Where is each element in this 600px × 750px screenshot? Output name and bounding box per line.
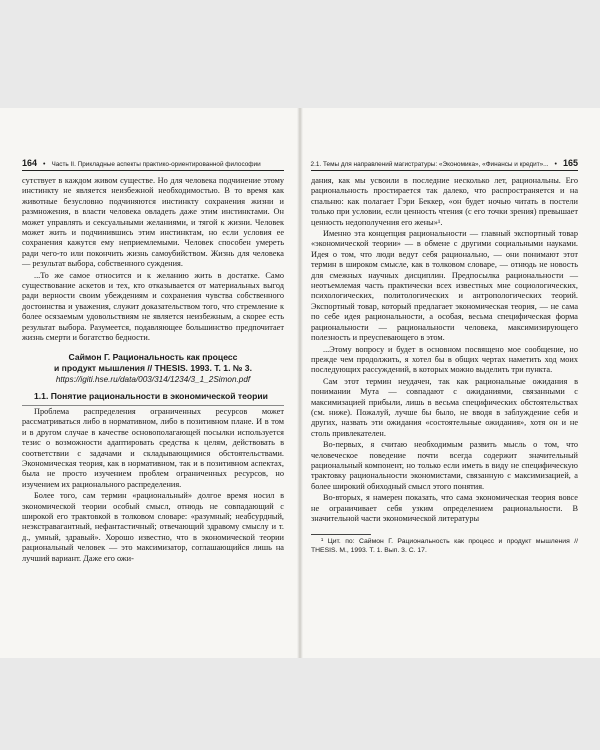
right-page — [303, 108, 600, 658]
right-page-body — [311, 176, 578, 555]
right-paragraph-4: Сам этот термин неудачен, так как рациональные ожидания в понимании Мута — совпадают с ожиданиями, связанными с максимизацией прибыли, лишь в весьма специфических обстоятельствах (см. ниже). Пожалуй, лучше бы было, не вводя в заблуждение себя и других, назвать эти ожидания «состоятельные ожидания», хотя он и не столь привлекателен. — [311, 376, 578, 438]
book-gutter — [297, 108, 303, 658]
section-divider — [22, 405, 284, 406]
left-page-number: 164 — [22, 158, 38, 168]
right-paragraph-3: ...Этому вопросу и будет в основном посвящено мое сообщение, но прежде чем продолжить, я хотел бы в общих чертах наметить ход моих последующих рассуждений, в которых можно выделить три пункта. — [311, 344, 578, 375]
section-heading: 1.1. Понятие рациональности в экономической теории — [34, 390, 268, 401]
citation-source: и продукт мышления // THESIS. 1993. Т. 1. № 3. — [54, 362, 252, 373]
footnote: ¹ Цит. по: Саймон Г. Рациональность как процесс и продукт мышления // THESIS. М., 1993. Т. 1. Вып. 3. С. 17. — [311, 538, 578, 554]
right-page-header — [311, 156, 578, 168]
right-running-head: 2.1. Темы для направлений магистратуры: «Экономика», «Финансы и кредит»... — [310, 161, 549, 168]
footnote-rule — [311, 534, 371, 535]
right-header-rule — [311, 170, 578, 171]
left-page-header — [22, 156, 284, 168]
bullet-separator: • — [43, 161, 46, 168]
citation-block — [22, 352, 284, 385]
left-page — [0, 108, 297, 658]
right-paragraph-2: Именно эта концепция рациональности — главный экспортный товар «экономической теории» — в обмене с другими социальными науками. Идея о том, что люди ведут себя рационально, — они понимают этот термин в широком смысле, как в толковом словаре, — отнюдь не новость для смежных научных дисциплин. Предпосылка рациональности — неотъемлемая часть практически всех известных мне социологических, психологических, политологических и антропологических теорий. Экспортный товар, который предлагает экономическая теория, — не сама по себе идея рациональности, а особая, весьма специфическая форма рациональности — рациональности человека, максимизирующего полезность и преуспевающего в этом. — [311, 229, 578, 343]
citation-url-link[interactable]: https://igiti.hse.ru/data/003/314/1234/3_1_2Simon.pdf — [55, 374, 251, 384]
left-paragraph-2: ...То же самое относится и к желанию жить в достатке. Само существование аскетов и тех, кто отказывается от материальных выгод ради верности своим убеждениям и сохранения чувства собственного достоинства и уважения, служит доказательством того, что стремление к более осязаемым удовольствиям не является неизбежным, а скорее есть результат выбора. Разумеется, подавляющее большинство предпочитает жизнь смерти и богатство бедности. — [22, 270, 284, 343]
right-paragraph-5: Во-первых, я считаю необходимым развить мысль о том, что человеческое поведение почти всегда содержит значительный рациональный компонент, но только если иметь в виду не специфическую трактовку рациональности экономистами, связанную с максимизацией, а более широкий обиходный смысл этого понятия. — [311, 440, 578, 491]
citation-author-title: Саймон Г. Рациональность как процесс — [68, 351, 238, 362]
bullet-separator: • — [554, 161, 557, 168]
left-page-body — [22, 176, 284, 564]
left-paragraph-4: Более того, сам термин «рациональный» долгое время носил в экономической теории особый смысл, отнюдь не совпадающий с широкой его трактовкой в толковом словаре: «разумный; неабсурдный, неэкстравагантный, нефантастичный; отвечающий здравому смыслу и т. д., умный, здравый». Хорошо известно, что в экономической теории рациональный человек — это максимизатор, соглашающийся лишь на лучший вариант. Даже его ожи- — [22, 491, 284, 563]
right-paragraph-1: дания, как мы усвоили в последние несколько лет, рациональны. Его рациональность простирается так далеко, что распространяется и на спальню: как полагает Гэри Беккер, «он будет ночью читать в постели только при условии, если ценность чтения (с его точки зрения) превышает ценность недополучения его жены»¹. — [311, 176, 578, 227]
left-paragraph-3: Проблема распределения ограниченных ресурсов может рассматриваться либо в нормативном, либо в позитивном плане. И в том и в другом случае в качестве основополагающей посылки используется тезис о возможности адаптировать средства к целям, действовать в соответствии с задачами и складывающимися обстоятельствами. Экономическая теория, как в нормативном, так и в позитивном аспектах, была не просто изучением проблем ограниченных ресурсов, но изучением их рационального распределения. — [22, 406, 284, 489]
right-page-number: 165 — [562, 158, 578, 168]
right-paragraph-6: Во-вторых, я намерен показать, что сама экономическая теория вовсе не ограничивает себя узким определением рациональности. В значительной части экономической литературы — [311, 493, 578, 523]
left-header-rule — [22, 170, 284, 171]
left-paragraph-1: сутствует в каждом живом существе. Но для человека подчинение этому инстинкту не является неизбежной необходимостью. В то время как животные безусловно подчиняются инстинкту сохранения жизни и размножения, в власти человека овладеть даже этим инстинктами. Он может управлять и сексуальными желаниями, и тягой к жизни. Человек может жить и подчинившись этим инстинктам, но если условия ее сохранения кажутся ему неприемлемыми. Человек способен умереть ради чего-то или покончить жизнь самоубийством. Жизнь для человека — результат выбора, собственного суждения. — [22, 176, 284, 269]
left-running-head: Часть II. Прикладные аспекты практико-ориентированной философии — [51, 161, 261, 168]
